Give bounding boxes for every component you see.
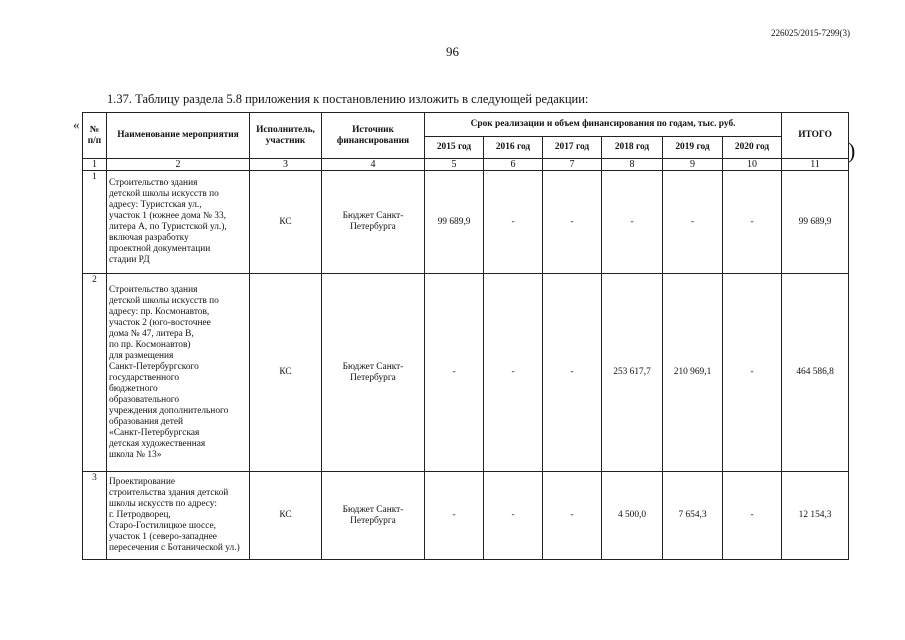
row-value: - [543, 472, 602, 560]
header-name: Наименование мероприятия [107, 113, 250, 159]
table-row [83, 472, 849, 560]
row-value: - [723, 472, 782, 560]
table-row [83, 171, 849, 274]
header-year: 2015 год [425, 137, 484, 159]
header-period: Срок реализации и объем финансирования по годам, тыс. руб. [425, 113, 782, 137]
column-number: 5 [425, 159, 484, 171]
row-total: 99 689,9 [782, 171, 849, 274]
column-number: 9 [663, 159, 723, 171]
row-num: 1 [83, 171, 107, 274]
row-value: - [425, 472, 484, 560]
row-source: Бюджет Санкт-Петербурга [322, 472, 425, 560]
header-year: 2016 год [484, 137, 543, 159]
row-total: 464 586,8 [782, 274, 849, 472]
column-number: 10 [723, 159, 782, 171]
header-year: 2017 год [543, 137, 602, 159]
row-value: - [543, 274, 602, 472]
header-year: 2019 год [663, 137, 723, 159]
column-number: 11 [782, 159, 849, 171]
row-value: - [723, 274, 782, 472]
table-row [83, 274, 849, 472]
opening-quote-mark: « [73, 117, 80, 132]
financing-table [82, 112, 849, 560]
row-executor: КС [250, 274, 322, 472]
header-year: 2018 год [602, 137, 663, 159]
header-total: ИТОГО [782, 113, 849, 159]
row-value: - [484, 274, 543, 472]
column-number-row [83, 159, 849, 171]
closing-brace-mark: ) [848, 138, 856, 163]
document-number: 226025/2015-7299(3) [771, 28, 850, 38]
intro-text: 1.37. Таблицу раздела 5.8 приложения к постановлению изложить в следующей редакции: [107, 92, 589, 106]
row-executor: КС [250, 472, 322, 560]
column-number: 8 [602, 159, 663, 171]
row-value: - [602, 171, 663, 274]
row-source: Бюджет Санкт-Петербурга [322, 274, 425, 472]
row-value: 4 500,0 [602, 472, 663, 560]
row-value: - [543, 171, 602, 274]
column-number: 2 [107, 159, 250, 171]
header-num: № п/п [83, 113, 107, 159]
row-name: Проектирование строительства здания детской школы искусств по адресу: г. Петродворец, Старо-Гостилицкое шоссе, участок 1 (северо-западнее пересечения с Ботанической ул.) [107, 472, 250, 560]
row-value: - [663, 171, 723, 274]
row-name: Строительство здания детской школы искусств по адресу: пр. Космонавтов, участок 2 (юго-восточнее дома № 47, литера В, по пр. Космонавтов) для размещения Санкт-Петербургского государственного бюджетного образовательного учреждения дополнительного образования детей «Санкт-Петербургская детская художественная школа № 13» [107, 274, 250, 472]
row-value: 99 689,9 [425, 171, 484, 274]
header-year: 2020 год [723, 137, 782, 159]
page-number: 96 [446, 44, 459, 59]
row-value: - [484, 472, 543, 560]
row-value: - [484, 171, 543, 274]
row-name: Строительство здания детской школы искусств по адресу: Туристская ул., участок 1 (южнее дома № 33, литера А, по Туристской ул.), включая разработку проектной документации стадии РД [107, 171, 250, 274]
column-number: 4 [322, 159, 425, 171]
header-source: Источник финансирования [322, 113, 425, 159]
row-source: Бюджет Санкт-Петербурга [322, 171, 425, 274]
column-number: 7 [543, 159, 602, 171]
row-value: - [723, 171, 782, 274]
column-number: 1 [83, 159, 107, 171]
row-total: 12 154,3 [782, 472, 849, 560]
row-value: 7 654,3 [663, 472, 723, 560]
row-executor: КС [250, 171, 322, 274]
column-number: 6 [484, 159, 543, 171]
row-value: 253 617,7 [602, 274, 663, 472]
row-num: 2 [83, 274, 107, 472]
row-value: 210 969,1 [663, 274, 723, 472]
row-value: - [425, 274, 484, 472]
header-executor: Исполнитель, участник [250, 113, 322, 159]
column-number: 3 [250, 159, 322, 171]
row-num: 3 [83, 472, 107, 560]
